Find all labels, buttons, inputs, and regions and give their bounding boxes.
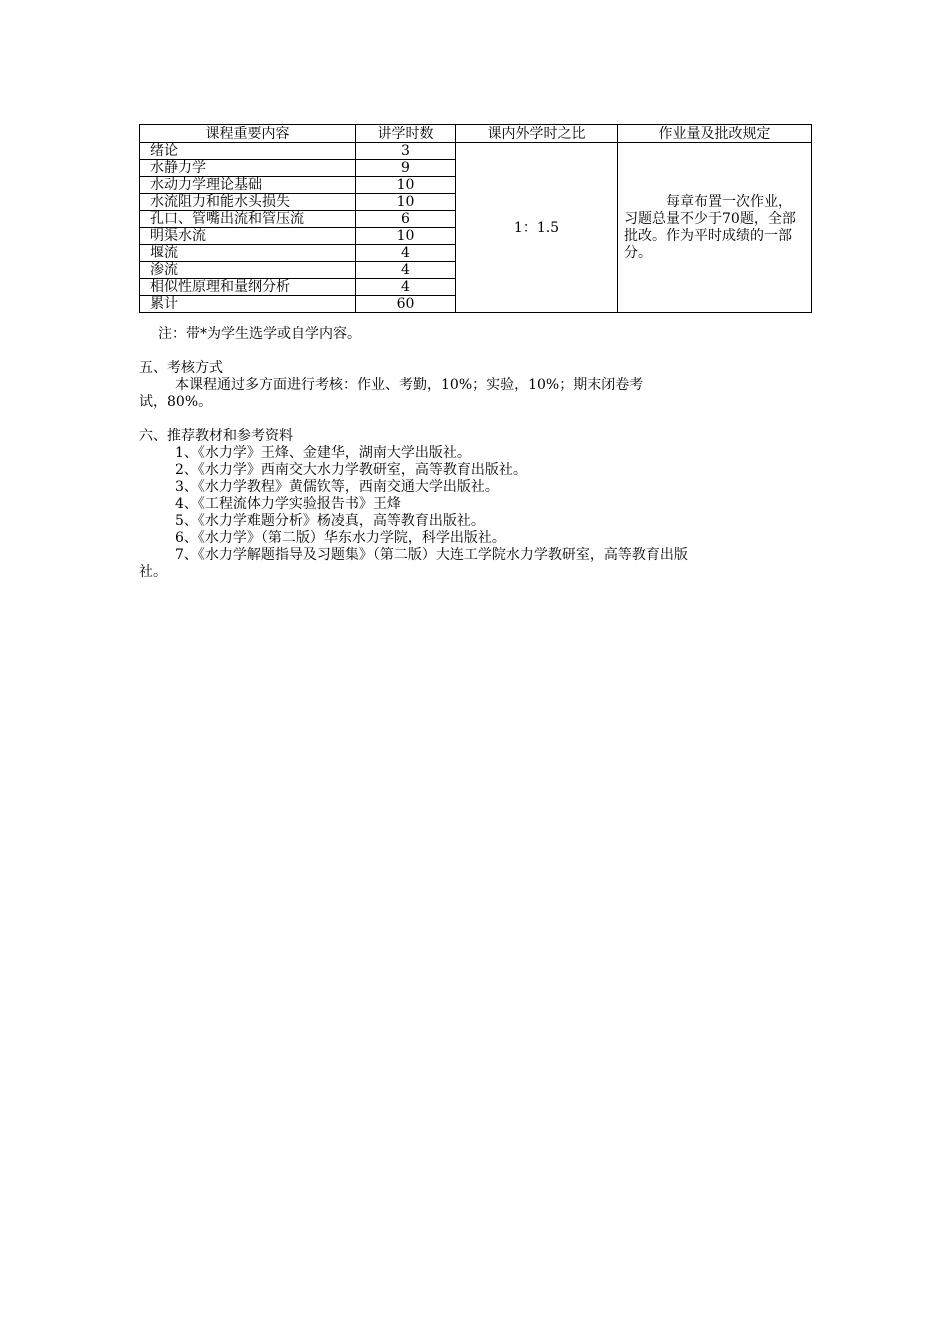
row-hours: 10 — [356, 228, 456, 245]
row-hours: 60 — [356, 296, 456, 313]
row-content: 渗流 — [140, 262, 356, 279]
section6-title: 六、推荐教材和参考资料 — [139, 428, 293, 444]
row-content: 明渠水流 — [140, 228, 356, 245]
row-content: 水流阻力和能水头损失 — [140, 194, 356, 211]
reference-item: 6、《水力学》（第二版）华东水力学院，科学出版社。 — [175, 530, 506, 546]
header-ratio: 课内外学时之比 — [456, 125, 618, 143]
ratio-cell: 1：1.5 — [456, 143, 618, 313]
row-content: 水动力学理论基础 — [140, 177, 356, 194]
header-hours: 讲学时数 — [356, 125, 456, 143]
row-content: 累计 — [140, 296, 356, 313]
homework-text: 每章布置一次作业，习题总量不少于70题，全部批改。作为平时成绩的一部分。 — [624, 193, 796, 261]
table-header-row — [140, 125, 812, 143]
row-content: 绪论 — [140, 143, 356, 160]
reference-item: 3、《水力学教程》黄儒钦等，西南交通大学出版社。 — [175, 479, 499, 495]
row-hours: 3 — [356, 143, 456, 160]
row-content: 堰流 — [140, 245, 356, 262]
reference-item: 5、《水力学难题分析》杨凌真，高等教育出版社。 — [175, 513, 485, 529]
row-hours: 6 — [356, 211, 456, 228]
table-note: 注：带*为学生选学或自学内容。 — [158, 326, 361, 342]
section5-line1: 本课程通过多方面进行考核：作业、考勤，10%；实验，10%；期末闭卷考 — [175, 377, 644, 393]
row-hours: 10 — [356, 194, 456, 211]
reference-item: 4、《工程流体力学实验报告书》王烽 — [175, 496, 401, 512]
reference-item: 2、《水力学》西南交大水力学教研室，高等教育出版社。 — [175, 462, 527, 478]
homework-cell — [618, 143, 812, 313]
row-hours: 4 — [356, 279, 456, 296]
row-content: 水静力学 — [140, 160, 356, 177]
row-hours: 4 — [356, 245, 456, 262]
section5-title: 五、考核方式 — [139, 360, 223, 376]
row-hours: 10 — [356, 177, 456, 194]
row-hours: 9 — [356, 160, 456, 177]
row-content: 相似性原理和量纲分析 — [140, 279, 356, 296]
header-homework: 作业量及批改规定 — [618, 125, 812, 143]
table-row — [140, 143, 812, 160]
reference-item: 7、《水力学解题指导及习题集》（第二版）大连工学院水力学教研室，高等教育出版 — [175, 547, 688, 563]
header-content: 课程重要内容 — [140, 125, 356, 143]
row-content: 孔口、管嘴出流和管压流 — [140, 211, 356, 228]
section5-line2: 试，80%。 — [139, 394, 213, 410]
reference-item: 1、《水力学》王烽、金建华，湖南大学出版社。 — [175, 445, 471, 461]
row-hours: 4 — [356, 262, 456, 279]
reference-item-continuation: 社。 — [139, 564, 167, 580]
course-content-table — [139, 124, 812, 313]
